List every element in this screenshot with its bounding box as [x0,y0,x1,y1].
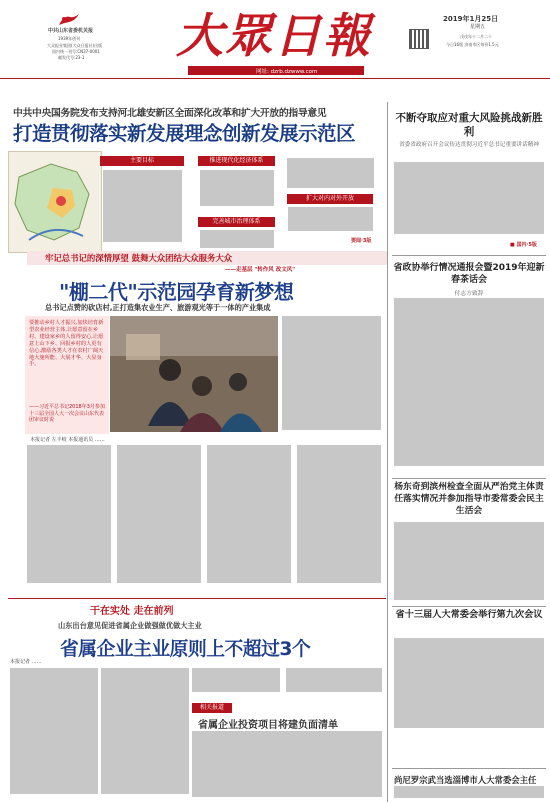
right-rule-4 [392,768,546,769]
feature-byline: 本报记者 左丰岐 本报通讯员 …… [30,437,105,443]
masthead-weekday: 星期五 [470,24,486,30]
feature-banner-text: 牢记总书记的深情厚望 鼓舞大众团结大众服务大众 [45,253,233,263]
lead-jump[interactable]: 要闻·3版 [351,238,372,244]
feature-body-col2 [117,445,201,595]
bottom-body-col3 [192,668,280,698]
lead-box3-title: 完善城市治理体系 [198,217,275,227]
feature-quote-text: 要推动乡村人才振兴,加快培育新型农业经营主体,让愿意留在乡村、建设家乡的人留得安心,让愿意上山下乡、回报乡村的人更有信心,激励各类人才在农村广阔天地大施所能、大展才华、大显身手。 [29,320,104,368]
lead-box2-text [200,170,274,211]
masthead-lunar: 戊戌年十二月二十 [460,34,492,39]
bottom-related-tag: 相关报道 [192,703,232,713]
masthead-date: 2019年1月25日 [443,15,499,23]
right-h5-body [394,786,544,801]
feature-body-col4 [297,445,381,595]
feature-subhead: 总书记点赞的砍店村,正打造集农业生产、旅游观光等于一体的产业集成 [45,303,271,312]
bottom-body-col2 [101,668,189,798]
bottom-headline[interactable]: 省属企业主业原则上不超过3个 [60,639,311,660]
feature-quote-box [25,316,109,434]
lead-kicker[interactable]: 中共中央国务院发布支持河北雄安新区全面深化改革和扩大开放的指导意见 [13,108,327,119]
top-rule [0,78,550,79]
qr-code [409,29,429,49]
right-h1[interactable]: 不断夺取应对重大风险挑战新胜利 [395,112,543,138]
bottom-body-col1 [10,668,98,798]
masthead-left-line4: 国内统一刊号:CN37-0001 [52,49,100,54]
right-h2[interactable]: 省政协举行情况通报会暨2019年迎新春茶话会 [393,263,545,285]
right-h2-body [394,298,544,473]
right-h2-sub: 付志方致辞 [454,291,484,297]
right-jump1[interactable]: ■ 国内·5版 [510,242,537,248]
right-column-divider [387,102,388,802]
feature-quote-source: ——习近平总书记2018年3月参加十三届全国人大一次会议山东代表团审议时说 [29,404,105,424]
right-rule-1 [392,255,546,256]
lead-box4-title: 扩大对内对外开放 [287,194,373,204]
lead-box1-title: 主要目标 [100,156,184,166]
bottom-body-col4 [286,668,382,698]
right-h1-sub: 省委省政府召开会议传达贯彻习近平总书记重要讲话精神 [399,142,539,148]
bottom-section-rule [8,598,386,599]
right-h3[interactable]: 杨东奇到滨州检查全面从严治党主体责任落实情况并参加指导市委常委会民主生活会 [394,482,544,516]
bottom-kicker-sub: 山东出台意见促进省属企业做强做优做大主业 [58,621,202,630]
feature-headline[interactable]: "棚二代"示范园孕育新梦想 [59,280,294,304]
feature-body-col1 [27,445,111,595]
masthead-left-line1: 中共山东省委机关报 [48,28,94,34]
feature-col-right [282,316,381,434]
right-rule-2 [392,478,546,479]
masthead [0,0,550,80]
bottom-subhead[interactable]: 省属企业投资项目将建负面清单 [198,720,338,731]
right-h4-body [394,638,544,728]
bottom-byline: 本报记者 …… [10,659,42,665]
right-h3-body [394,522,544,602]
masthead-emblem [58,12,80,26]
feature-banner [27,251,387,265]
right-h4[interactable]: 省十三届人大常委会举行第九次会议 [395,609,543,620]
website-url[interactable]: 网址: dzrb.dzwww.com [256,69,318,75]
lead-box1-text [103,170,182,246]
right-h5[interactable]: 尚尼罗宗武当选淄博市人大常委会主任 [394,775,537,785]
feature-banner-sub: ——走基层 "转作风 改文风" [225,267,296,273]
masthead-left-line5: 邮发代号:23-1 [58,55,85,60]
feature-body-col3 [207,445,291,595]
lead-right-text [287,158,374,192]
masthead-left-line3: 大众报业集团(大众日报社)出版 [47,43,103,48]
masthead-left-line2: 1939年创刊 [58,36,81,41]
masthead-price: 今日16版 济南市区每份1.5元 [446,42,499,47]
lead-box3-text [200,230,274,250]
bottom-kicker: 干在实处 走在前列 [90,606,174,617]
bottom-related-text [192,731,382,798]
lead-headline[interactable]: 打造贯彻落实新发展理念创新发展示范区 [13,122,356,145]
right-h1-body [394,162,544,240]
lead-box4-text [288,207,373,233]
feature-photo [110,316,278,432]
lead-box2-title: 推进现代化经济体系 [198,156,275,166]
right-rule-3 [392,606,546,607]
masthead-logo: 大眾日報 [176,9,372,64]
xiongan-map [8,151,102,253]
